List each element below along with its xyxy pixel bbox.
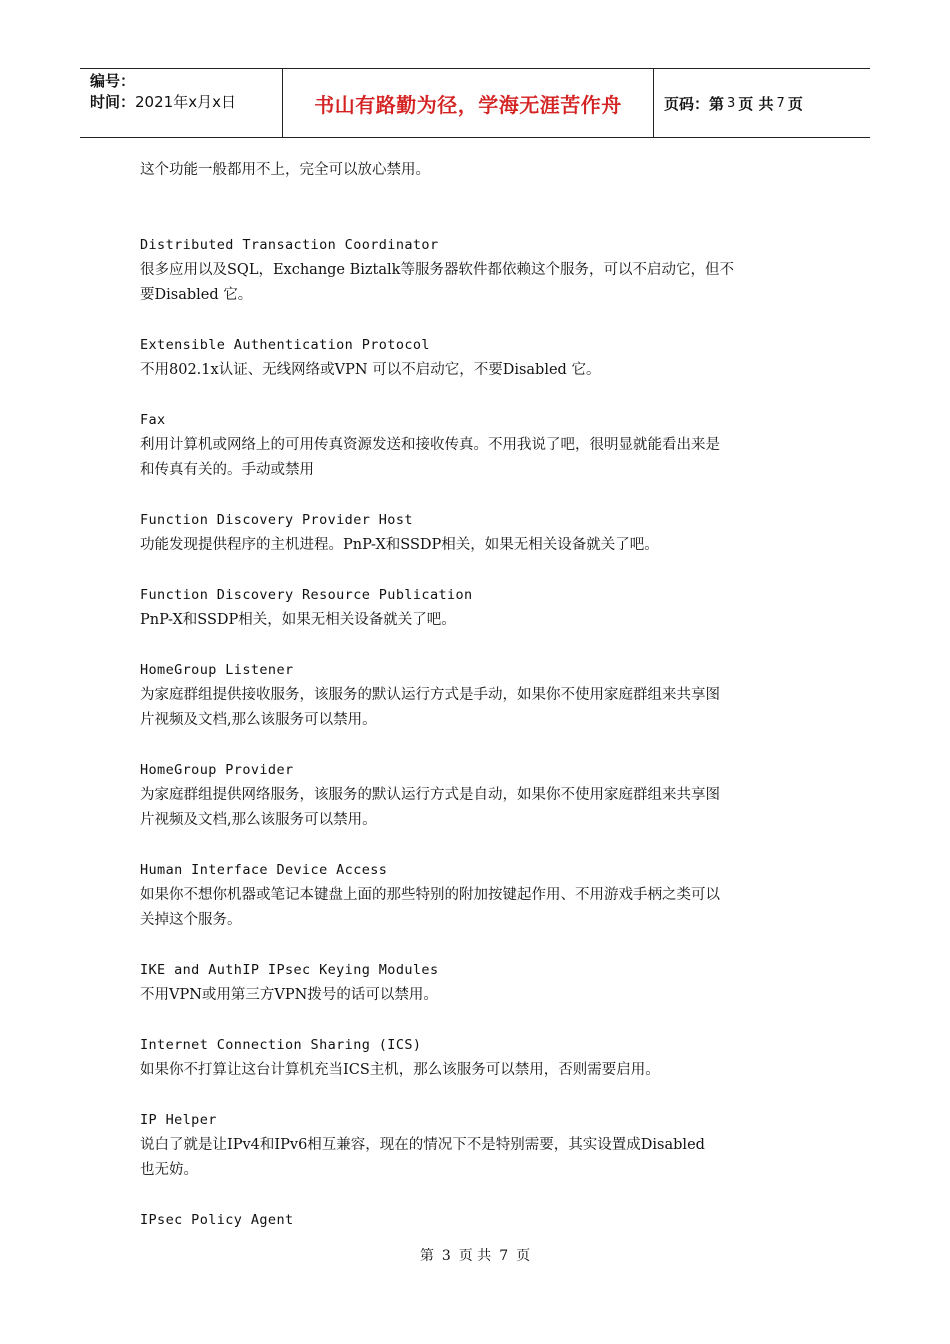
header-page-number [654, 69, 870, 137]
footer-middle: 页 共 [458, 1248, 492, 1264]
spacer [140, 1083, 820, 1108]
service-name: HomeGroup Listener [140, 662, 294, 678]
service-name: Function Discovery Provider Host [140, 512, 413, 528]
spacer [140, 833, 820, 858]
service-description-line: 如果你不打算让这台计算机充当ICS主机，那么该服务可以禁用，否则需要启用。 [140, 1062, 660, 1078]
spacer [140, 1183, 820, 1208]
service-entry [140, 1208, 820, 1233]
spacer [140, 308, 820, 333]
service-entry [140, 658, 820, 733]
service-name: Distributed Transaction Coordinator [140, 237, 439, 253]
header-motto-cell [282, 69, 654, 137]
service-description-line: 也无妨。 [140, 1162, 198, 1178]
spacer [140, 933, 820, 958]
page-middle: 页 共 [738, 94, 774, 113]
spacer [140, 483, 820, 508]
service-description-line: 说白了就是让IPv4和IPv6相互兼容，现在的情况下不是特别需要，其实设置成Disabled [140, 1137, 705, 1153]
service-description-line: 如果你不想你机器或笔记本键盘上面的那些特别的附加按键起作用、不用游戏手柄之类可以 [140, 887, 720, 903]
spacer [140, 558, 820, 583]
service-name: Function Discovery Resource Publication [140, 587, 473, 603]
footer-total: 7 [499, 1248, 509, 1264]
service-name: Fax [140, 412, 166, 428]
page-prefix: 页码：第 [664, 94, 725, 113]
page-header [80, 68, 870, 138]
document-body [140, 158, 820, 1233]
service-entry [140, 958, 820, 1008]
time-value: 2021年x月x日 [135, 93, 236, 111]
service-name: Internet Connection Sharing (ICS) [140, 1037, 422, 1053]
service-description-line: PnP-X和SSDP相关，如果无相关设备就关了吧。 [140, 612, 456, 628]
service-name: IP Helper [140, 1112, 217, 1128]
service-description-line: 关掉这个服务。 [140, 912, 242, 928]
page-current: 3 [727, 95, 736, 111]
service-entry [140, 858, 820, 933]
service-name: Human Interface Device Access [140, 862, 388, 878]
service-entry [140, 1108, 820, 1183]
spacer [140, 183, 820, 233]
service-entries [140, 233, 820, 1233]
footer-prefix: 第 [419, 1248, 434, 1264]
service-description-line: 片视频及文档,那么该服务可以禁用。 [140, 812, 377, 828]
service-name: Extensible Authentication Protocol [140, 337, 430, 353]
service-name: IPsec Policy Agent [140, 1212, 294, 1228]
service-entry [140, 508, 820, 558]
service-description-line: 很多应用以及SQL，Exchange Biztalk等服务器软件都依赖这个服务，可以不启动它，但不 [140, 262, 734, 278]
service-description-line: 功能发现提供程序的主机进程。PnP-X和SSDP相关，如果无相关设备就关了吧。 [140, 537, 659, 553]
page-total: 7 [776, 95, 785, 111]
service-entry [140, 233, 820, 308]
service-entry [140, 758, 820, 833]
spacer [140, 733, 820, 758]
service-entry [140, 333, 820, 383]
footer-suffix: 页 [516, 1248, 531, 1264]
serial-number: 编号： [90, 72, 136, 90]
service-description-line: 要Disabled 它。 [140, 287, 253, 303]
service-description-line: 为家庭群组提供网络服务，该服务的默认运行方式是自动，如果你不使用家庭群组来共享图 [140, 787, 720, 803]
spacer [140, 633, 820, 658]
motto: 书山有路勤为径，学海无涯苦作舟 [314, 92, 622, 117]
service-entry [140, 408, 820, 483]
spacer [140, 383, 820, 408]
intro-paragraph: 这个功能一般都用不上，完全可以放心禁用。 [140, 162, 430, 178]
service-name: IKE and AuthIP IPsec Keying Modules [140, 962, 439, 978]
header-meta [80, 69, 282, 137]
service-description-line: 不用802.1x认证、无线网络或VPN 可以不启动它，不要Disabled 它。 [140, 362, 601, 378]
page-suffix: 页 [787, 94, 803, 113]
footer-current: 3 [441, 1248, 451, 1264]
document-time [90, 92, 282, 113]
service-entry [140, 583, 820, 633]
service-description-line: 和传真有关的。手动或禁用 [140, 462, 314, 478]
page-footer [0, 1245, 950, 1265]
service-description-line: 为家庭群组提供接收服务，该服务的默认运行方式是手动，如果你不使用家庭群组来共享图 [140, 687, 720, 703]
service-description-line: 不用VPN或用第三方VPN拨号的话可以禁用。 [140, 987, 438, 1003]
spacer [140, 1008, 820, 1033]
service-name: HomeGroup Provider [140, 762, 294, 778]
service-description-line: 利用计算机或网络上的可用传真资源发送和接收传真。不用我说了吧，很明显就能看出来是 [140, 437, 720, 453]
time-label: 时间： [90, 93, 136, 111]
service-description-line: 片视频及文档,那么该服务可以禁用。 [140, 712, 377, 728]
service-entry [140, 1033, 820, 1083]
